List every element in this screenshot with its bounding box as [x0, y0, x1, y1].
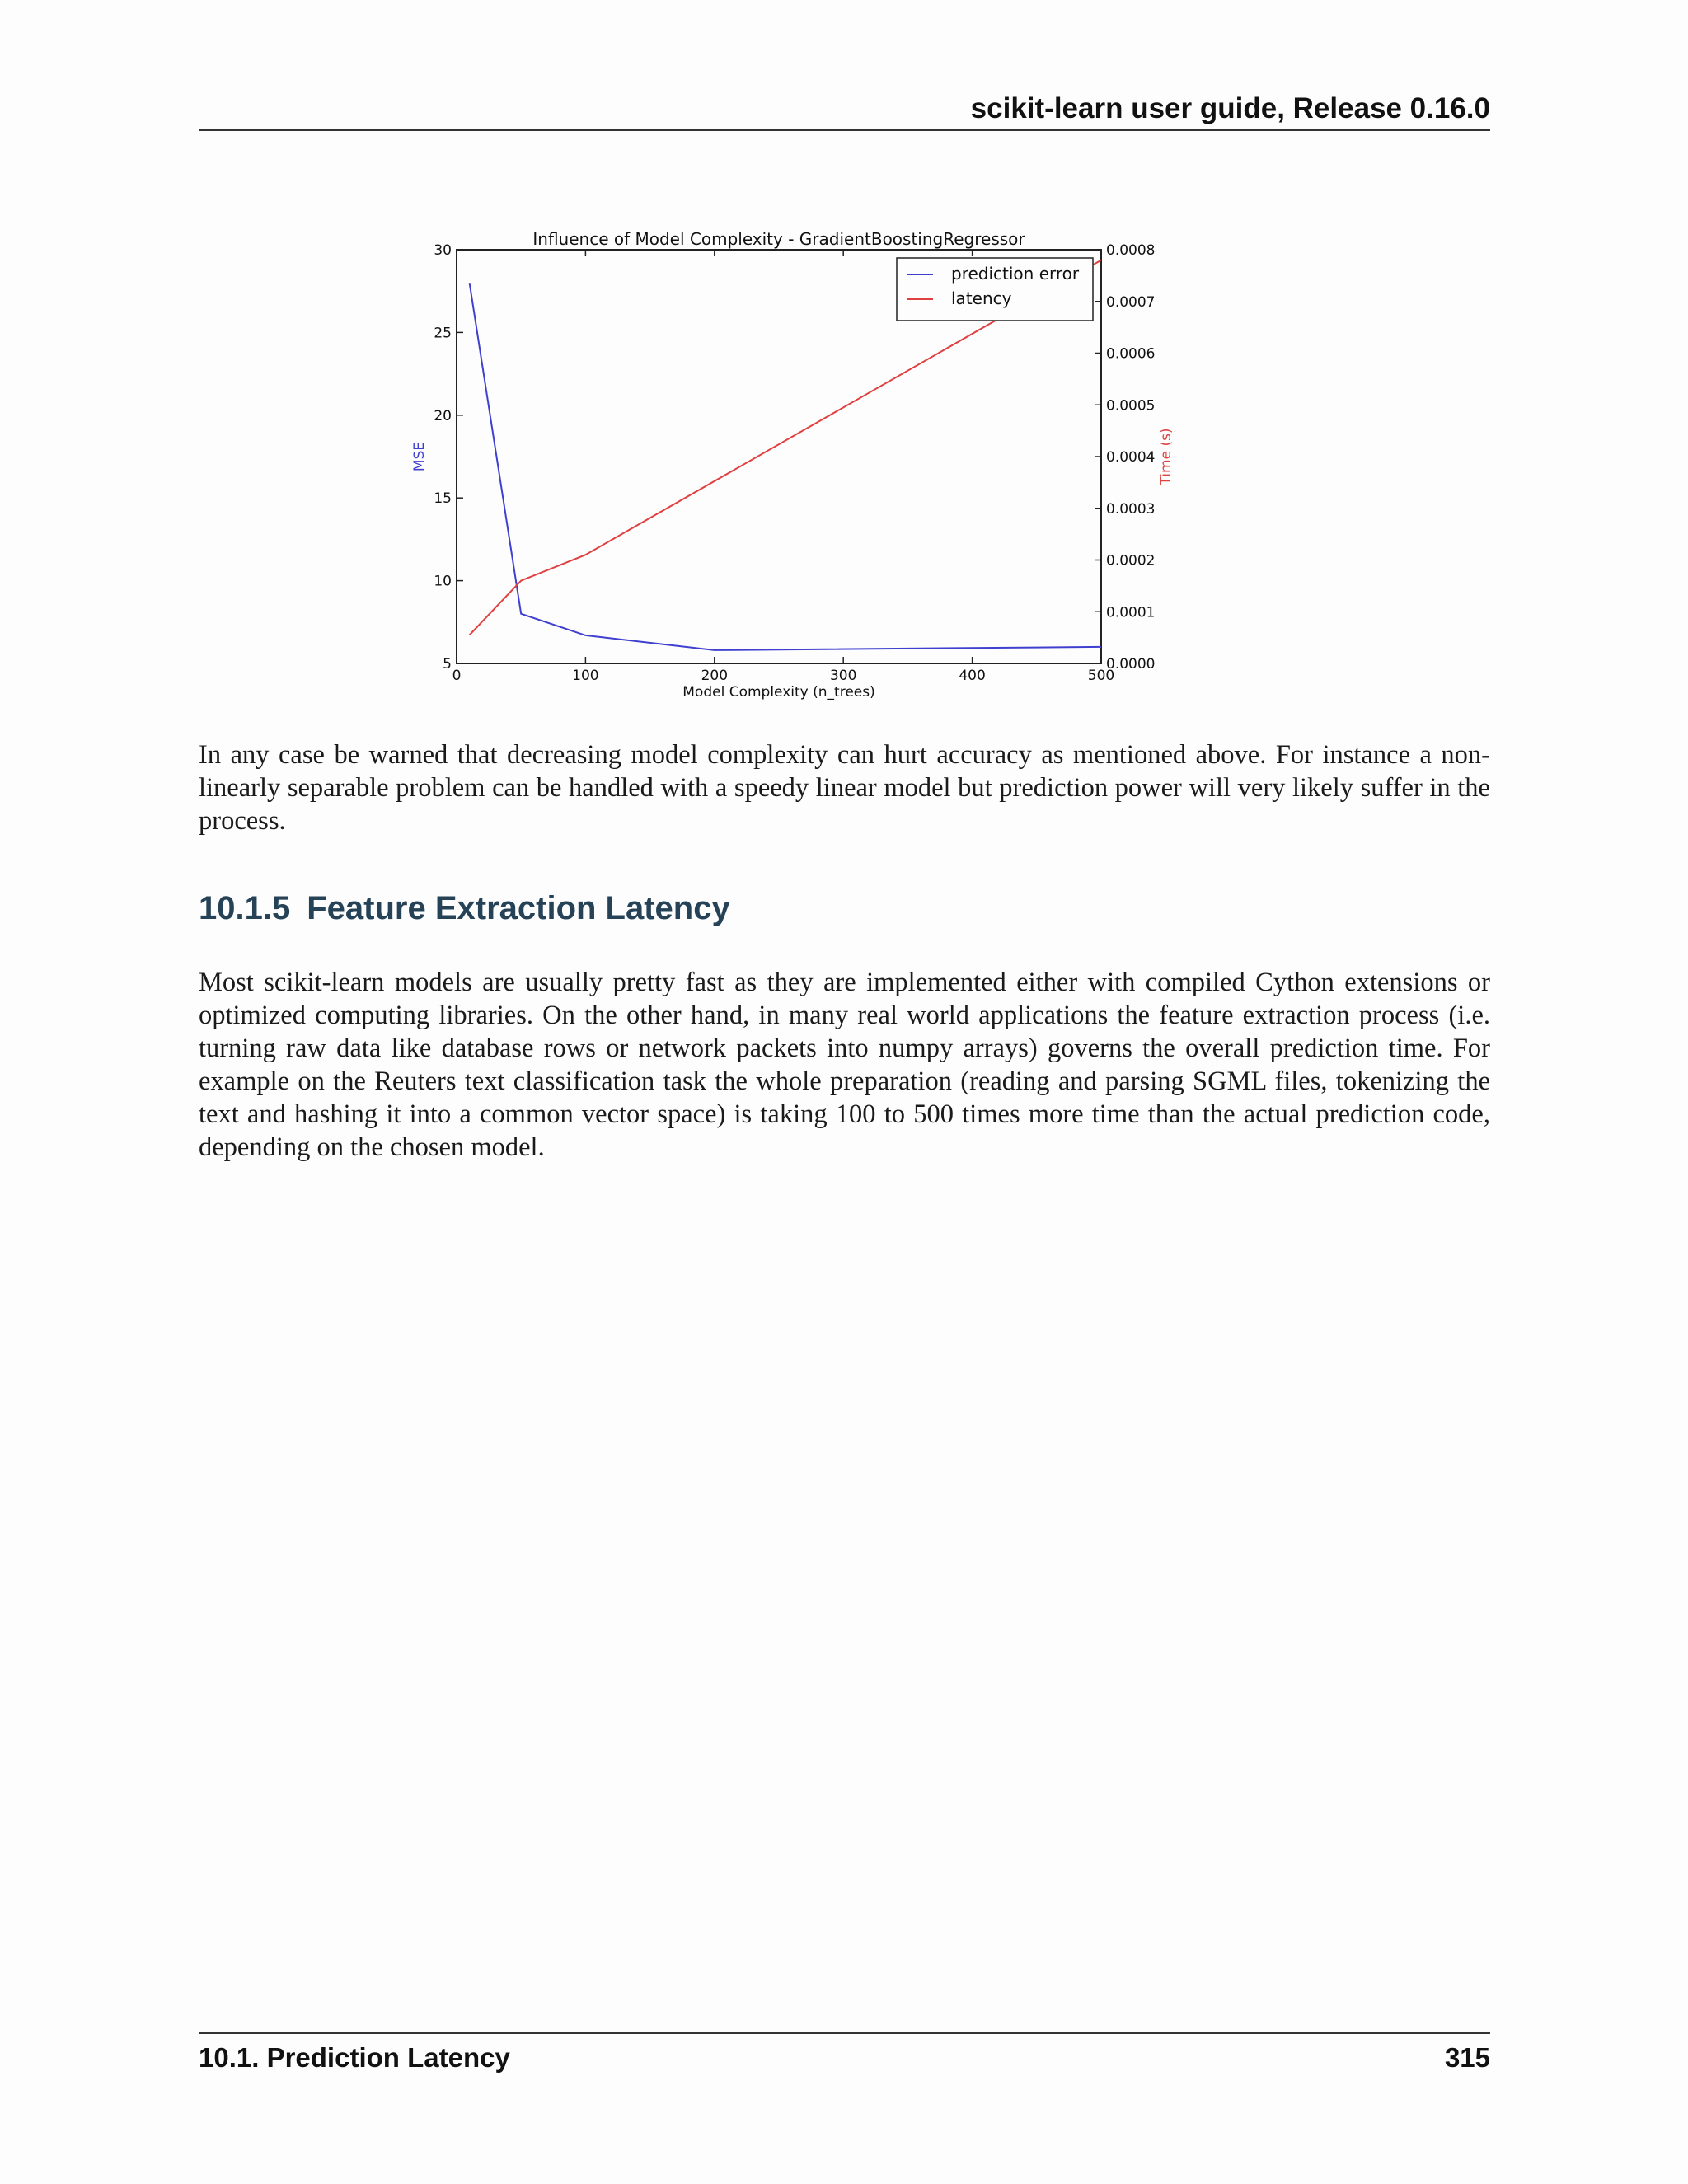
y-right-tick-label: 0.0003: [1106, 500, 1156, 518]
x-tick-label: 500: [1087, 668, 1115, 684]
page-number: 315: [1444, 2042, 1490, 2073]
x-tick-label: 300: [829, 668, 857, 684]
x-tick-label: 0: [452, 668, 462, 684]
section-title: Feature Extraction Latency: [307, 890, 730, 926]
y-left-tick-label: 10: [434, 573, 452, 590]
x-tick-label: 100: [572, 668, 599, 684]
y-left-tick-label: 20: [434, 407, 452, 424]
legend-label-latency: latency: [951, 288, 1012, 308]
x-tick-label: 400: [959, 668, 986, 684]
y-right-tick-label: 0.0005: [1106, 397, 1156, 415]
model-complexity-chart: [387, 223, 1212, 709]
chart-title: Influence of Model Complexity - GradientBoostingRegressor: [532, 229, 1025, 249]
y-right-tick-label: 0.0006: [1106, 345, 1156, 363]
y-left-axis-label: MSE: [411, 441, 428, 472]
x-axis-label: Model Complexity (n_trees): [682, 684, 875, 701]
y-right-tick-label: 0.0001: [1106, 604, 1156, 621]
section-heading: [199, 890, 730, 927]
paragraph-accuracy-warning: In any case be warned that decreasing model complexity can hurt accuracy as mentioned above. For instance a non-linearly separable problem can be handled with a speedy linear model but prediction power will very likely suffer in the process.: [199, 740, 1490, 836]
y-left-tick-label: 15: [434, 490, 452, 508]
x-tick-label: 200: [701, 668, 729, 684]
y-right-tick-label: 0.0002: [1106, 552, 1156, 569]
header-rule: [199, 129, 1490, 131]
footer-section-title: 10.1. Prediction Latency: [199, 2042, 510, 2073]
paragraph-feature-extraction: Most scikit-learn models are usually pretty fast as they are implemented either with compiled Cython extensions or optimized computing libraries. On the other hand, in many real world applications the feature extraction process (i.e. turning raw data like database rows or network packets into numpy arrays) governs the overall prediction time. For example on the Reuters text classification task the whole preparation (reading and parsing SGML files, tokenizing the text and hashing it into a common vector space) is taking 100 to 500 times more time than the actual prediction code, depending on the chosen model.: [199, 968, 1490, 1162]
y-right-axis-label: Time (s): [1158, 428, 1175, 485]
section-number: 10.1.5: [199, 890, 291, 926]
running-header-title: scikit-learn user guide, Release 0.16.0: [970, 92, 1490, 124]
y-right-tick-label: 0.0000: [1106, 656, 1156, 673]
legend-label-prediction-error: prediction error: [951, 264, 1080, 284]
y-right-tick-label: 0.0008: [1106, 242, 1156, 259]
y-left-tick-label: 5: [443, 656, 452, 673]
y-left-tick-label: 30: [434, 242, 452, 259]
y-right-tick-label: 0.0004: [1106, 449, 1156, 466]
y-right-tick-label: 0.0007: [1106, 293, 1156, 311]
footer-rule: [199, 2032, 1490, 2034]
y-left-tick-label: 25: [434, 325, 452, 342]
